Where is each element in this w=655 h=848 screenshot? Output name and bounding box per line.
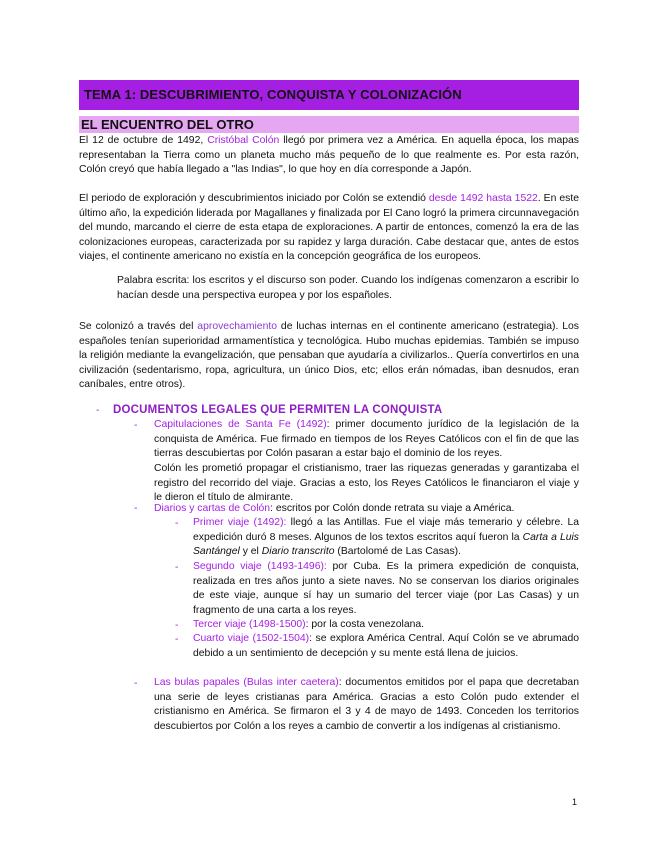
capitulaciones-text: : primer documento jurídico de la legislación de la conquista de América. Fue firmado en tiempos de los Reyes Católicos con el fin de que las tierras descubiertas por Colón pasaran a estar bajo el dominio de los reyes. <box>154 419 579 460</box>
highlight-dates: desde 1492 hasta 1522 <box>428 193 538 204</box>
list-item-diarios <box>154 502 579 517</box>
paragraph-2-text: El periodo de exploración y descubrimientos iniciado por Colón se extendió <box>79 193 429 204</box>
primer-viaje-text: llegó a las Antillas. Fue el viaje más temerario y célebre. La expedición duró 8 meses. Algunos de los textos escritos aquí fueron la <box>193 517 579 543</box>
paragraph-1 <box>79 134 579 178</box>
paragraph-1-text-end: llegó por primera vez a América. En aquella época, los mapas representaban la Tierra como un planeta mucho más pequeño de lo que realmente es. Por esta razón, Colón creyó que había llegado a "las Indias", lo que hoy en día corresponde a Japón. <box>79 135 579 176</box>
list-item-primer-viaje <box>193 516 579 560</box>
highlight-segundo-viaje: Segundo viaje (1493-1496): <box>193 561 327 572</box>
paragraph-2 <box>79 192 579 265</box>
subheading-documentos: DOCUMENTOS LEGALES QUE PERMITEN LA CONQUISTA <box>113 404 443 416</box>
list-item-segundo-viaje <box>193 560 579 618</box>
list-item-cuarto-viaje <box>193 632 579 661</box>
section-heading: EL ENCUENTRO DEL OTRO <box>79 116 579 133</box>
diario-transcrito-title: Diario transcrito <box>261 546 335 558</box>
highlight-primer-viaje: Primer viaje (1492): <box>193 517 287 528</box>
primer-viaje-text-3: (Bartolomé de Las Casas). <box>334 546 462 558</box>
bullet-dash: - <box>175 518 179 529</box>
list-item-bulas <box>154 676 579 734</box>
bullet-dash: - <box>96 405 100 416</box>
paragraph-1-text: El 12 de octubre de 1492, <box>79 135 208 146</box>
bulas-text: : documentos emitidos por el papa que decretaban una serie de leyes cristianas para América. Gracias a esto Colón pudo extender el cristianismo en América. Se firmaron el 3 y 4 de mayo de 1493. Conceden los territorios descubiertos por Colón a los reyes a cambio de convertir a los indígenas al cristianismo. <box>154 677 579 732</box>
bullet-dash: - <box>175 620 179 631</box>
highlight-aprovechamiento: aprovechamiento <box>197 321 278 332</box>
list-item-capitulaciones-cont: Colón les prometió propagar el cristianismo, traer las riquezas generadas y garantizaba el registro del recorrido del viaje. Gracias a esto, los Reyes Católicos le financiaron el viaje y le dieron el título de almirante. <box>154 463 579 504</box>
segundo-viaje-text: por Cuba. Es la primera expedición de conquista, realizada en tres años junto a siete naves. No se conservan los diarios originales de este viaje, aunque sí hay un sumario del tercer viaje (por Las Casas) y un fragmento de una carta a los reyes. <box>193 561 579 616</box>
paragraph-4-text: Se colonizó a través del <box>79 321 198 332</box>
cuarto-viaje-text: : se explora América Central. Aquí Colón se ve abrumado debido a un sentimiento de decepción y su mente está llena de juicios. <box>193 633 579 659</box>
highlight-tercer-viaje: Tercer viaje (1498-1500) <box>193 619 306 630</box>
carta-santangel-title: Carta a Luis Santángel <box>193 531 579 558</box>
highlight-cuarto-viaje: Cuarto viaje (1502-1504) <box>193 633 310 644</box>
highlight-bulas: Las bulas papales (Bulas inter caetera) <box>154 677 339 688</box>
highlight-capitulaciones: Capitulaciones de Santa Fe (1492) <box>154 419 327 430</box>
paragraph-4 <box>79 320 579 393</box>
list-item-capitulaciones <box>154 418 579 462</box>
paragraph-2-text-end: . En este último año, la expedición liderada por Magallanes y finalizada por El Cano logró la primera circunnavegación del mundo, marcando el cierre de esta etapa de exploraciones. A partir de entonces, comenzó la era de las colonizaciones europeas, caracterizada por su rapidez y larga duración. Cabe destacar que, antes de estos viajes, el continente americano no existía en la concepción geográfica de los europeos. <box>79 193 579 263</box>
diarios-text: : escritos por Colón donde retrata su viaje a América. <box>270 503 515 514</box>
highlight-diarios: Diarios y cartas de Colón <box>154 503 271 514</box>
page-title: TEMA 1: DESCUBRIMIENTO, CONQUISTA Y COLONIZACIÓN <box>79 80 579 110</box>
highlight-colon: Cristóbal Colón <box>207 135 280 146</box>
bullet-dash: - <box>134 503 138 514</box>
bullet-dash: - <box>175 562 179 573</box>
tercer-viaje-text: : por la costa venezolana. <box>305 619 425 630</box>
paragraph-3: Palabra escrita: los escritos y el discurso son poder. Cuando los indígenas comenzaron a escribir lo hacían desde una perspectiva europea y por los españoles. <box>117 275 579 301</box>
page-number: 1 <box>572 797 578 807</box>
bullet-dash: - <box>134 678 138 689</box>
bullet-dash: - <box>175 634 179 645</box>
bullet-dash: - <box>134 420 138 431</box>
paragraph-4-text-end: de luchas internas en el continente americano (estrategia). Los españoles tenían superioridad armamentística y tecnológica. Hubo muchas epidemias. También se impuso la religión mediante la evangelización, que pensaban que ayudaría a civilizarlos.. Quería convertirlos en una civilización (sedentarismo, ropa, agricultura, un único Dios, etc; ellos erán nómadas, iban desnudos, eran caníbales, entre otros). <box>79 321 579 391</box>
list-item-tercer-viaje <box>193 618 579 633</box>
primer-viaje-text-2: y el <box>239 546 262 558</box>
